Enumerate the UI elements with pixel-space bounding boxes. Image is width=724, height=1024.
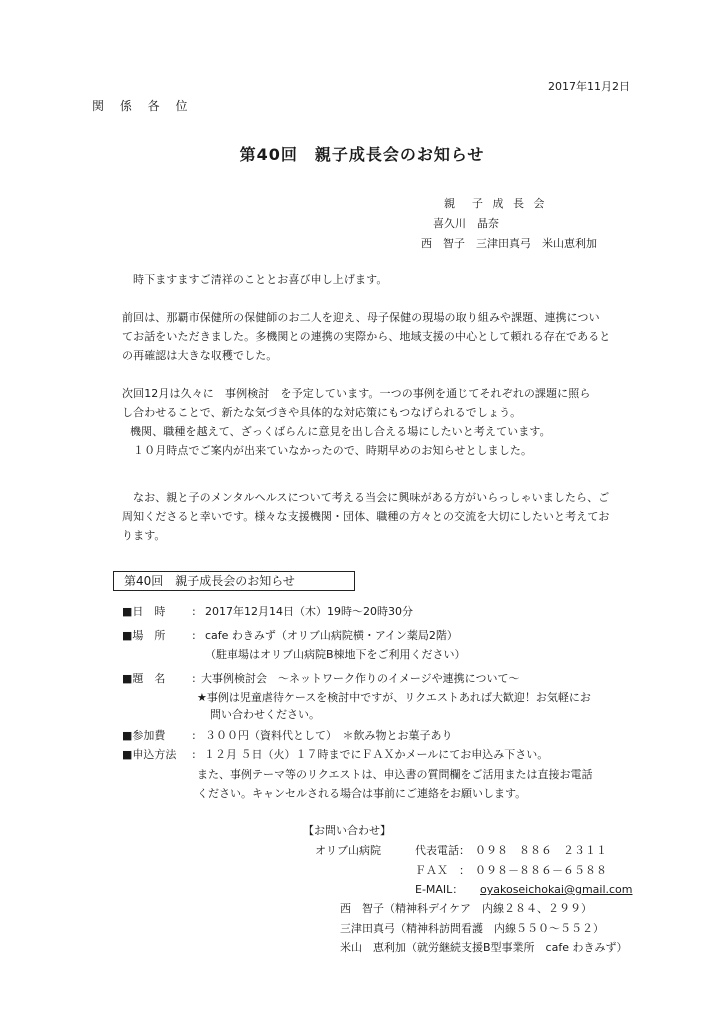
colon: : [192, 629, 196, 642]
paragraph-1-line: 前回は、那覇市保健所の保健師のお二人を迎え、母子保健の現場の取り組みや課題、連携につい [122, 311, 600, 324]
paragraph-2-line: 機関、職種を越えて、ざっくばらんに意見を出し合える場にしたいと考えています。 [130, 425, 551, 438]
apply-note: また、事例テーマ等のリクエストは、申込書の質問欄をご活用または直接お電話 [197, 768, 593, 781]
phone-number: ０９８ ８８６ ２３１１ [475, 844, 607, 857]
paragraph-2-line: し合わせることで、新たな気づきや具体的な対応策にもつなげられるでしょう。 [122, 406, 522, 419]
apply-method: １２月 ５日（火）１７時までにＦＡＸかメールにてお申込み下さい。 [204, 748, 549, 761]
colon: : [192, 672, 196, 685]
organizer-line: 西 智子 三津田真弓 米山恵利加 [421, 237, 597, 250]
colon: : [192, 748, 196, 761]
fax-label: ＦＡＸ ： [415, 864, 470, 877]
contact-hospital: オリブ山病院 [315, 844, 381, 857]
paragraph-1-line: てお話をいただきました。多機関との連携の実際から、地域支援の中心として頼れる存在であると [122, 330, 611, 343]
contact-heading: 【お問い合わせ】 [303, 824, 391, 837]
contact-staff: 西 智子（精神科デイケア 内線２８４、２９９） [340, 902, 593, 915]
event-date: 2017年12月14日（木）19時～20時30分 [205, 605, 413, 618]
parking-note: （駐車場はオリブ山病院B棟地下をご利用ください） [205, 648, 466, 661]
paragraph-2-line: １０月時点でご案内が出来ていなかったので、時期早めのお知らせとしました。 [133, 444, 533, 457]
contact-staff: 米山 恵利加（就労継続支援B型事業所 cafe わきみず） [340, 941, 628, 954]
salutation: 関 係 各 位 [92, 99, 194, 113]
colon: : [192, 729, 196, 742]
apply-note: ください。キャンセルされる場合は事前にご連絡をお願いします。 [197, 787, 527, 800]
paragraph-2-line: 次回12月は久々に 事例検討 を予定しています。一つの事例を通じてそれぞれの課題に照ら [122, 387, 591, 400]
notice-box-title: 第40回 親子成長会のお知らせ [113, 571, 355, 591]
place-label: ■場 所 [122, 629, 166, 642]
paragraph-3-line: なお、親と子のメンタルヘルスについて考える当会に興味がある方がいらっしゃいましたら、ご [133, 491, 610, 504]
topic-note: ★事例は児童虐待ケースを検討中ですが、リクエストあれば大歓迎！お気軽にお [197, 691, 591, 704]
fee-label: ■参加費 [122, 729, 166, 742]
document-date: 2017年11月2日 [548, 80, 630, 93]
fax-number: ０９８－８８６－６５８８ [475, 864, 607, 877]
email-address: oyakoseichokai@gmail.com [480, 883, 633, 896]
event-topic: 大事例検討会 ～ネットワーク作りのイメージや連携について～ [201, 672, 520, 685]
event-fee: ３００円（資料代として） ＊飲み物とお菓子あり [205, 729, 453, 742]
contact-staff: 三津田真弓（精神科訪問看護 内線５５０～５５２） [340, 922, 604, 935]
topic-label: ■題 名 [122, 672, 166, 685]
greeting: 時下ますますご清祥のこととお喜び申し上げます。 [133, 273, 388, 286]
organizer-group: 親 子 成 長 会 [444, 197, 548, 210]
email-label: E-MAIL： [415, 883, 464, 896]
paragraph-3-line: 周知くださると幸いです。様々な支援機関・団体、職種の方々との交流を大切にしたいと考えてお [122, 510, 610, 523]
phone-label: 代表電話： [415, 844, 470, 857]
paragraph-1-line: の再確認は大きな収穫でした。 [122, 349, 278, 362]
organizer-line: 喜久川 晶奈 [433, 217, 499, 230]
apply-label: ■申込方法 [122, 748, 177, 761]
date-label: ■日 時 [122, 605, 166, 618]
page-title: 第40回 親子成長会のお知らせ [239, 145, 485, 164]
colon: : [192, 605, 196, 618]
event-place: cafe わきみず（オリブ山病院横・アイン薬局2階） [205, 629, 458, 642]
topic-note: 問い合わせください。 [210, 708, 320, 721]
paragraph-3-line: ります。 [122, 529, 166, 542]
